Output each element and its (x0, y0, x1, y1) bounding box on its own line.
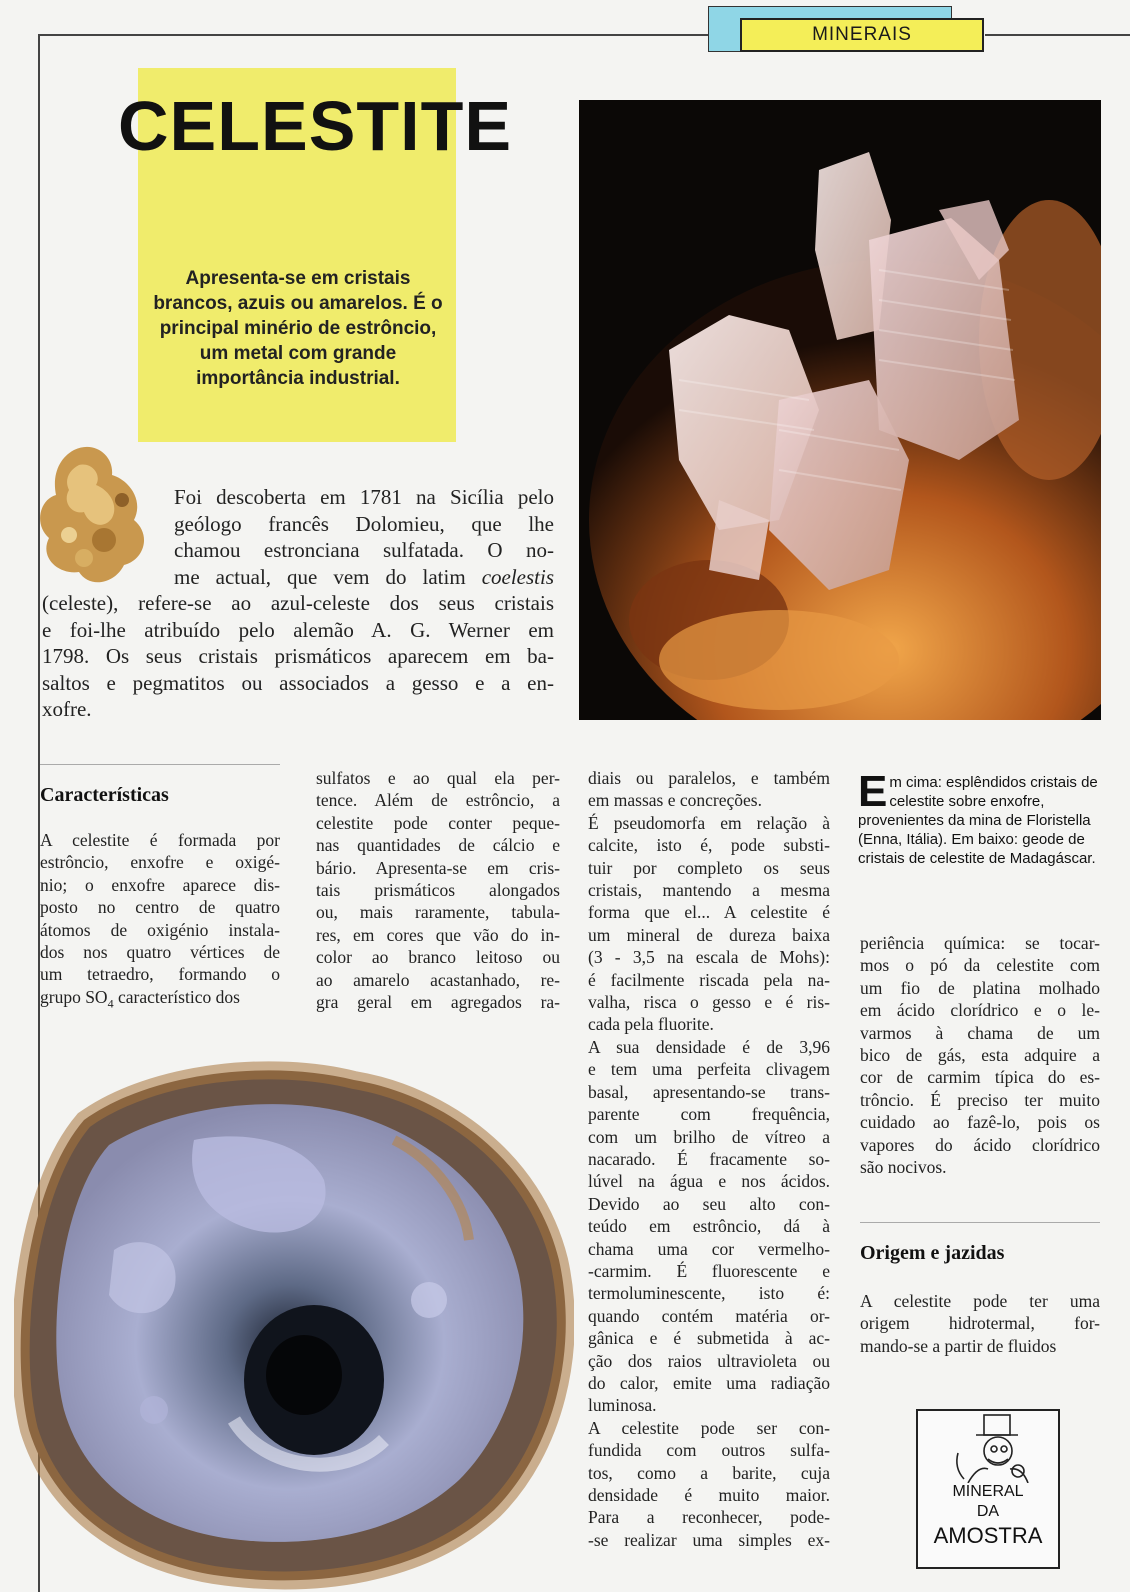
text-line: mando-se a partir de fluidos (860, 1335, 1057, 1356)
intro-line: (celeste), refere-se ao azul-celeste dos seus cristais (42, 591, 554, 615)
text-line: ao amarelo acastanhado, re- (316, 969, 560, 990)
text-line: nas quantidades de cálcio e (316, 835, 560, 856)
text-line: dos nos quatro vértices de (40, 942, 280, 963)
text-line: nacarado. É fracamente so- (588, 1148, 830, 1169)
frame-top-line-right (985, 34, 1130, 36)
intro-paragraph (42, 484, 554, 723)
heading-origem-jazidas: Origem e jazidas (860, 1242, 1005, 1264)
caption-text: m cima: esplêndidos cristais de celestite sobre enxofre, provenientes da mina de Floristella (Enna, Itália). Em baixo: geode de cristais de celestite de Madagáscar. (858, 774, 1098, 867)
intro-line: geólogo francês Dolomieu, que lhe (174, 511, 554, 536)
text-line: A celestite é formada por (40, 830, 280, 850)
mascot-line3: AMOSTRA (933, 1523, 1043, 1548)
text-line: densidade é muito maior. (588, 1485, 830, 1505)
text-line: A celestite pode ser con- (588, 1417, 830, 1438)
text-line: quando contém matéria or- (588, 1305, 830, 1326)
column-4b (860, 1290, 1100, 1357)
text-line: color ao branco leitoso ou (316, 947, 560, 968)
caption-dropcap: E (858, 767, 888, 816)
intro-line: e foi-lhe atribuído pelo alemão A. G. Werner em (42, 617, 554, 642)
section-rule (40, 764, 280, 765)
page-title: CELESTITE (118, 87, 513, 165)
text-line: posto no centro de quatro (40, 897, 280, 918)
text-line: res, em cores que vão do in- (316, 924, 560, 945)
text-line: fundida com outros sulfa- (588, 1440, 830, 1461)
text-line: valha, risca o gesso e é ris- (588, 992, 830, 1013)
intro-line: 1798. Os seus cristais prismáticos aparecem em ba- (42, 644, 554, 668)
text-line: termoluminescente, isto é: (588, 1283, 830, 1304)
column-2 (316, 767, 560, 1013)
text-line: em massas e concreções. (588, 790, 762, 811)
text-line: diais ou paralelos, e também (588, 768, 830, 788)
text-line: lúvel na água e nos ácidos. (588, 1171, 830, 1192)
text-line: basal, apresentando-se trans- (588, 1081, 830, 1102)
heading-caracteristicas: Características (40, 784, 169, 806)
mineral-da-amostra-badge (916, 1409, 1060, 1569)
text-line: um tetraedro, formando o (40, 964, 280, 985)
text-line: (3 - 3,5 na escala de Mohs): (588, 947, 830, 968)
text-line: celestite pode conter peque- (316, 812, 560, 833)
text-line: do calor, emite uma radiação (588, 1372, 830, 1393)
intro-line: xofre. (42, 697, 92, 721)
text-line: grupo $SO_4$ característico dos (40, 986, 240, 1011)
text-line: parente com frequência, (588, 1104, 830, 1125)
text-line: tos, como a barite, cuja (588, 1462, 830, 1483)
intro-line: saltos e pegmatitos ou associados a gesso e a en- (42, 670, 554, 695)
text-line: são nocivos. (860, 1157, 947, 1178)
text-line: cada pela fluorite. (588, 1014, 714, 1035)
text-line: gra geral em agregados ra- (316, 992, 560, 1013)
column-3 (588, 767, 830, 1551)
text-line: teúdo em estrôncio, dá à (588, 1216, 830, 1237)
text-line: ou, mais raramente, tabula- (316, 902, 560, 923)
text-line: átomos de oxigénio instala- (40, 919, 280, 940)
text-line: tais prismáticos alongados (316, 880, 560, 901)
column-1 (40, 829, 280, 1015)
text-line: A sua densidade é de 3,96 (588, 1036, 830, 1057)
celestite-geode-photo (14, 1050, 574, 1590)
text-line: um mineral de dureza baixa (588, 924, 830, 945)
text-line: chama uma cor vermelho- (588, 1238, 830, 1259)
text-line: cristais, mantendo a mesma (588, 880, 830, 901)
text-line: mos o pó da celestite com (860, 955, 1100, 976)
text-line: vapores do ácido clorídrico (860, 1134, 1100, 1155)
text-line: Devido ao seu alto con- (588, 1193, 830, 1214)
text-line: calcite, isto é, pode substi- (588, 835, 830, 856)
text-line: com um brilho de vítreo a (588, 1126, 830, 1147)
text-line: e tem uma perfeita clivagem (588, 1059, 830, 1080)
text-line: É pseudomorfa em relação à (588, 812, 830, 833)
lead-paragraph: Apresenta-se em cristais brancos, azuis ou amarelos. É o principal minério de estrôncio, um metal com grande importância industrial. (153, 268, 443, 389)
text-line: origem hidrotermal, for- (860, 1313, 1100, 1334)
text-line: é facilmente riscada pela na- (588, 969, 830, 990)
text-line: varmos à chama de um (860, 1022, 1100, 1043)
text-line: A celestite pode ter uma (860, 1291, 1100, 1311)
text-line: -carmim. É fluorescente e (588, 1260, 830, 1281)
intro-line: Foi descoberta em 1781 na Sicília pelo (174, 485, 554, 509)
text-line: -se realizar uma simples ex- (588, 1529, 830, 1550)
photo-caption (858, 767, 1098, 868)
mascot-line1: MINERAL (952, 1483, 1024, 1500)
text-line: cor de carmim típica do es- (860, 1067, 1100, 1088)
text-line: Para a reconhecer, pode- (588, 1507, 830, 1528)
text-line: luminosa. (588, 1395, 657, 1416)
text-line: tence. Além de estrôncio, a (316, 790, 560, 811)
text-line: trôncio. É preciso ter muito (860, 1089, 1100, 1110)
intro-line: chamou estronciana sulfatada. O no- (174, 538, 554, 562)
text-line: bico de gás, esta adquire a (860, 1045, 1100, 1066)
celestite-crystals-photo (579, 100, 1101, 720)
text-line: um fio de platina molhado (860, 977, 1100, 998)
text-line: em ácido clorídrico e o le- (860, 1000, 1100, 1021)
intro-line: me actual, que vem do latim coelestis (174, 564, 554, 589)
section-rule (860, 1222, 1100, 1223)
frame-top-line (38, 34, 710, 36)
text-line: forma que el... A celestite é (588, 902, 830, 923)
text-line: tuir por completo os seus (588, 857, 830, 878)
column-4 (860, 932, 1100, 1178)
text-line: cuidado ao fazê-lo, pois os (860, 1112, 1100, 1133)
mascot-line2: DA (976, 1503, 1000, 1520)
text-line: estrôncio, enxofre e oxigé- (40, 852, 280, 873)
text-line: periência química: se tocar- (860, 933, 1100, 953)
text-line: ção dos raios ultravioleta ou (588, 1350, 830, 1371)
text-line: nio; o enxofre aparece dis- (40, 874, 280, 895)
geologist-mascot-icon (918, 1413, 1058, 1483)
text-line: gânica e é submetida à ac- (588, 1328, 830, 1349)
text-line: sulfatos e ao qual ela per- (316, 768, 560, 788)
text-line: bário. Apresenta-se em cris- (316, 857, 560, 878)
section-tag: MINERAIS (740, 18, 984, 52)
